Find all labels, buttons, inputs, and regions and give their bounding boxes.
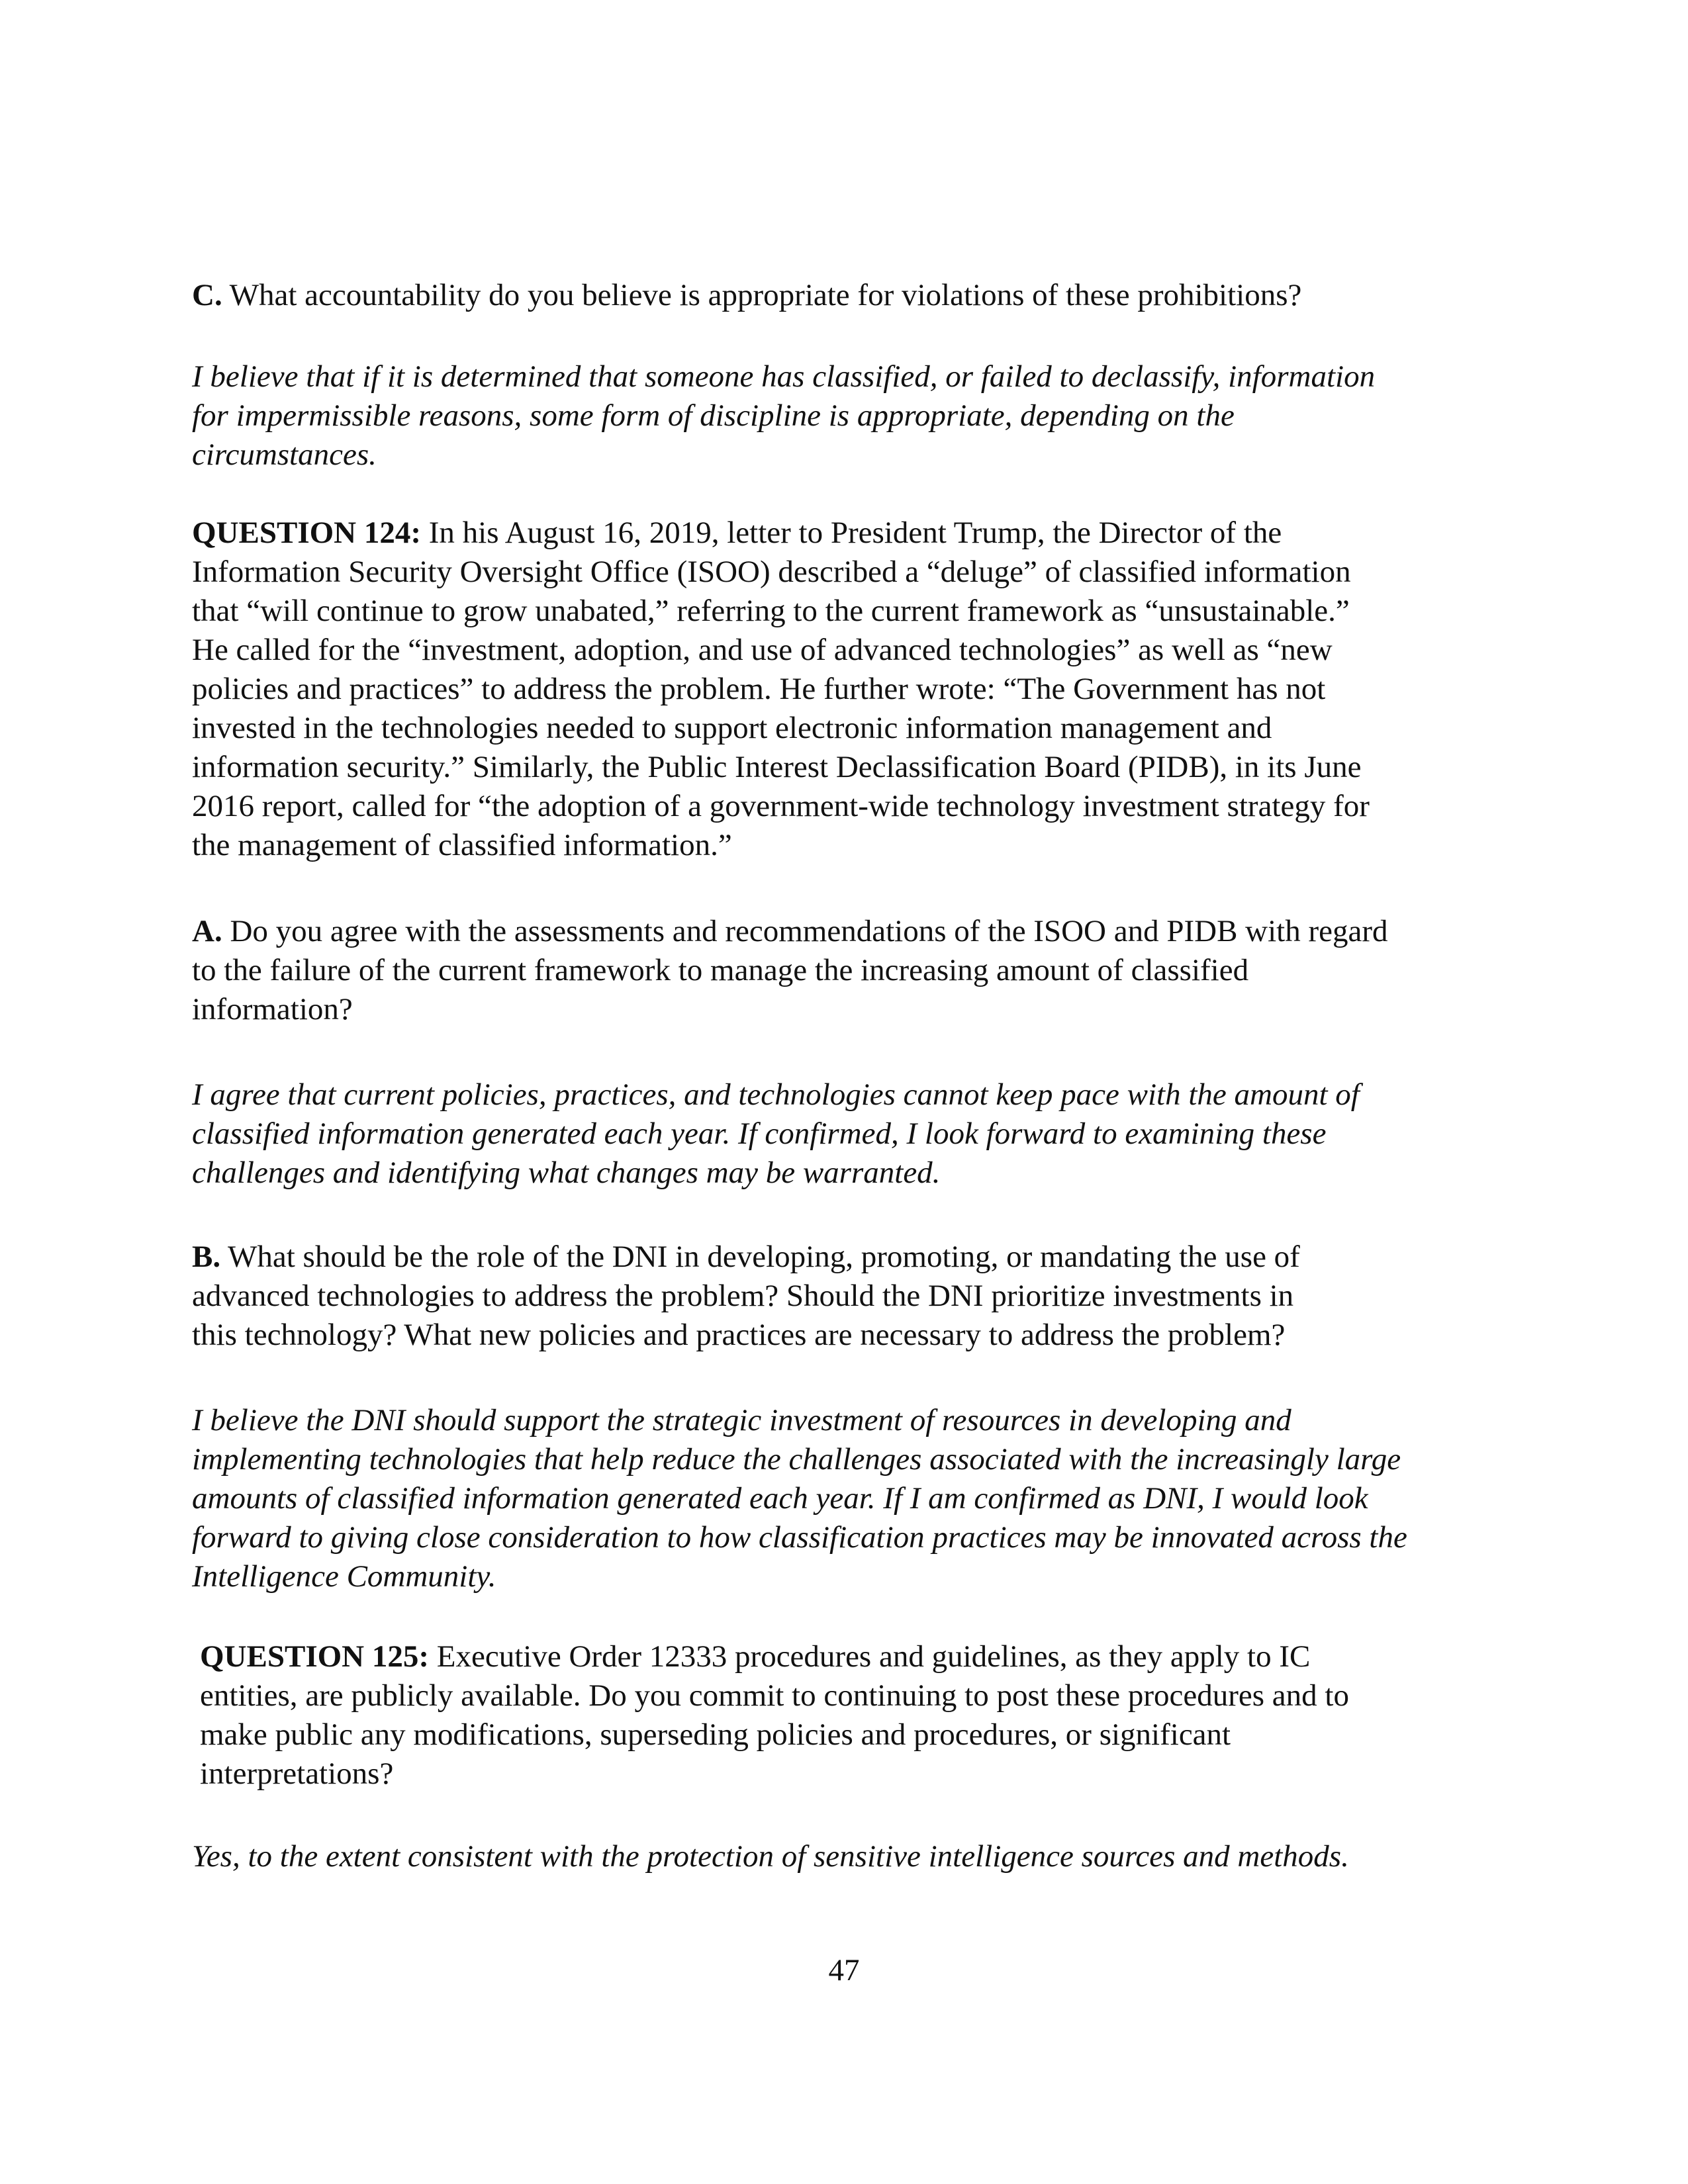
question-line: 2016 report, called for “the adoption of a government-wide technology investment strategy for [192,789,1370,823]
page-number: 47 [828,1953,860,1987]
question-line: policies and practices” to address the problem. He further wrote: “The Government has not [192,672,1326,706]
question-125-paragraph [200,1637,1511,1794]
answer-c-paragraph [192,357,1503,475]
answer-line: I believe that if it is determined that someone has classified, or failed to declassify, information [192,359,1376,394]
answer-line: implementing technologies that help reduce the challenges associated with the increasingly large [192,1442,1401,1477]
answer-line: circumstances. [192,437,377,472]
question-line: Information Security Oversight Office (ISOO) described a “deluge” of classified information [192,555,1351,589]
question-text: Executive Order 12333 procedures and guidelines, as they apply to IC [429,1639,1311,1674]
question-line: information? [192,992,353,1026]
question-label: QUESTION 124: [192,516,422,550]
question-line: the management of classified information.” [192,828,732,862]
question-line [200,1637,1511,1676]
question-text: In his August 16, 2019, letter to President Trump, the Director of the [421,516,1282,550]
answer-b-paragraph [192,1401,1503,1596]
question-label: A. [192,914,222,948]
question-label: C. [192,278,222,312]
answer-line: forward to giving close consideration to how classification practices may be innovated across the [192,1520,1407,1555]
question-line: He called for the “investment, adoption, and use of advanced technologies” as well as “new [192,633,1333,667]
question-text: What accountability do you believe is appropriate for violations of these prohibitions? [222,278,1302,312]
question-line [192,276,1503,315]
question-c-paragraph [192,276,1503,315]
question-line [192,912,1503,951]
question-line: advanced technologies to address the problem? Should the DNI prioritize investments in [192,1279,1294,1313]
answer-line: Yes, to the extent consistent with the protection of sensitive intelligence sources and methods. [192,1839,1349,1874]
question-text: What should be the role of the DNI in developing, promoting, or mandating the use of [220,1240,1300,1274]
question-line [192,514,1503,553]
question-line: information security.” Similarly, the Public Interest Declassification Board (PIDB), in its June [192,750,1362,784]
answer-line: I believe the DNI should support the strategic investment of resources in developing and [192,1403,1291,1437]
answer-a-paragraph [192,1075,1503,1193]
question-line: interpretations? [200,1756,394,1791]
question-label: B. [192,1240,221,1274]
answer-line: amounts of classified information generated each year. If I am confirmed as DNI, I would look [192,1481,1368,1516]
question-124-paragraph [192,514,1503,865]
question-b-paragraph [192,1238,1503,1355]
question-text: Do you agree with the assessments and recommendations of the ISOO and PIDB with regard [222,914,1388,948]
question-line: invested in the technologies needed to support electronic information management and [192,711,1272,745]
question-label: QUESTION 125: [200,1639,430,1674]
answer-125-paragraph [192,1837,1503,1876]
question-line [192,1238,1503,1277]
answer-line: I agree that current policies, practices, and technologies cannot keep pace with the amount of [192,1077,1360,1112]
question-line: entities, are publicly available. Do you commit to continuing to post these procedures and to [200,1678,1349,1713]
question-line: to the failure of the current framework to manage the increasing amount of classified [192,953,1249,987]
answer-line: challenges and identifying what changes may be warranted. [192,1156,941,1190]
question-a-paragraph [192,912,1503,1029]
question-line: that “will continue to grow unabated,” referring to the current framework as “unsustainable.” [192,594,1350,628]
question-line: make public any modifications, superseding policies and procedures, or significant [200,1717,1231,1752]
answer-line: for impermissible reasons, some form of discipline is appropriate, depending on the [192,398,1235,433]
answer-line: classified information generated each year. If confirmed, I look forward to examining these [192,1116,1327,1151]
question-line: this technology? What new policies and practices are necessary to address the problem? [192,1318,1286,1352]
answer-line: Intelligence Community. [192,1559,496,1594]
